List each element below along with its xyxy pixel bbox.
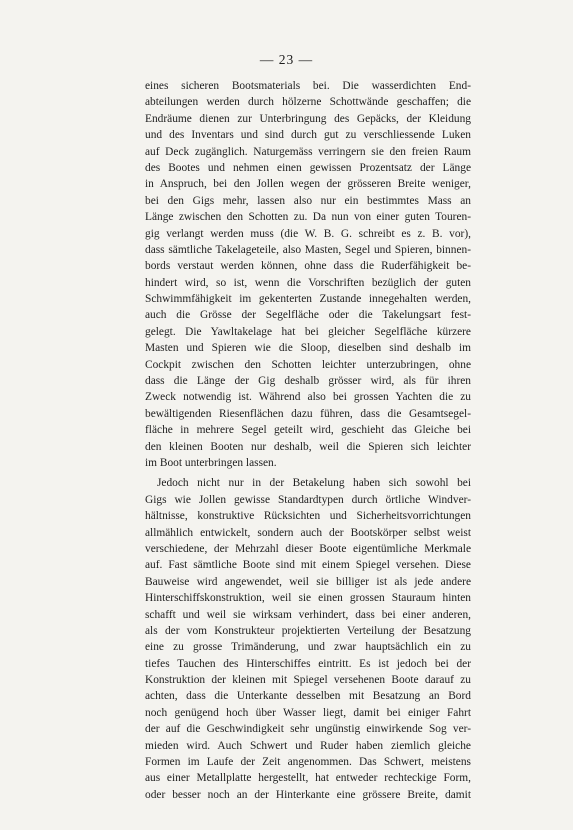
text-line: aus einer Metallplatte hergestellt, hat entweder rechteckige Form,	[145, 772, 471, 785]
text-line: noch genügend hoch über Wasser liegt, damit bei einiger Fahrt	[145, 706, 471, 719]
text-line: Konstruktion der kleinen mit Spiegel versehenen Boote darauf zu	[145, 674, 471, 687]
text-line: allmählich entwickelt, sondern auch der Bootskörper selbst weist	[145, 526, 471, 539]
text-line: Formen im Laufe der Zeit angenommen. Das Schwert, meistens	[145, 756, 471, 769]
text-line: und des Inventars und sind durch gut zu verschliessende Luken	[145, 129, 471, 142]
text-line: im Boot unterbringen lassen.	[145, 456, 277, 469]
text-line: gelegt. Die Yawltakelage hat bei gleicher Segelfläche kürzere	[145, 325, 471, 338]
text-line: mieden wird. Auch Schwert und Ruder haben ziemlich gleiche	[145, 739, 471, 752]
paragraph	[145, 475, 471, 803]
text-line: auf Deck zugänglich. Naturgemäss verringern sie den freien Raum	[145, 145, 471, 158]
body-text	[145, 78, 471, 803]
text-line: bewältigenden Riesenflächen dazu führen, dass die Gesamtsegel-	[145, 407, 471, 420]
text-line: Endräume dienen zur Unterbringung des Gepäcks, der Kleidung	[145, 112, 471, 125]
text-line: Schwimmfähigkeit im gekenterten Zustande innegehalten werden,	[145, 293, 471, 306]
text-line: dass sämtliche Takelageteile, also Masten, Segel und Spieren, binnen-	[145, 243, 471, 256]
paragraph	[145, 78, 471, 471]
text-line: gig verlangt werden muss (die W. B. G. schreibt es z. B. vor),	[145, 227, 471, 240]
text-line: Masten und Spieren wie die Sloop, dieselben sind deshalb im	[145, 342, 471, 355]
text-line: Cockpit zwischen den Schotten leichter unterzubringen, ohne	[145, 358, 471, 371]
text-line: Gigs wie Jollen gewisse Standardtypen durch örtliche Windver-	[145, 493, 471, 506]
text-line: eine zu grosse Trimänderung, und zwar hauptsächlich ein zu	[145, 641, 471, 654]
text-line: als der vom Konstrukteur projektierten Verteilung der Besatzung	[145, 624, 471, 637]
text-line: eines sicheren Bootsmaterials bei. Die wasserdichten End-	[145, 80, 471, 92]
text-line: Jedoch nicht nur in der Betakelung haben sich sowohl bei	[157, 477, 471, 490]
text-line: in Anspruch, bei den Jollen wegen der grösseren Breite weniger,	[145, 178, 471, 191]
text-line: auch die Grösse der Segelfläche oder die Takelungsart fest-	[145, 309, 471, 322]
text-line: tiefes Tauchen des Hinterschiffes eintritt. Es ist jedoch bei der	[145, 657, 471, 670]
text-line: abteilungen werden durch hölzerne Schottwände geschaffen; die	[145, 96, 471, 109]
text-line: Zweck notwendig ist. Während also bei grossen Yachten die zu	[145, 391, 471, 404]
text-line: hältnisse, konstruktive Rücksichten und Sicherheitsvorrichtungen	[145, 510, 471, 523]
text-line: auf. Fast sämtliche Boote sind mit einem Spiegel versehen. Diese	[145, 559, 471, 572]
text-line: dass die Länge der Gig deshalb grösser wird, als für ihren	[145, 375, 471, 388]
text-line: Bauweise wird angewendet, weil sie billiger ist als jede andere	[145, 575, 471, 588]
text-line: hindert wird, so ist, wenn die Vorschriften bezüglich der guten	[145, 276, 471, 289]
page-number: — 23 —	[259, 52, 314, 67]
text-line: oder besser noch an der Hinterkante eine grössere Breite, damit	[145, 788, 471, 801]
text-line: fläche in mehrere Segel geteilt wird, geschieht das Gleiche bei	[145, 424, 471, 437]
text-line: bords verstaut werden können, ohne dass die Ruderfähigkeit be-	[145, 260, 471, 273]
text-line: bei den Gigs mehr, lassen also nur ein bestimmtes Mass an	[145, 194, 471, 207]
text-line: achten, dass die Unterkante desselben mit Besatzung an Bord	[145, 690, 471, 703]
text-line: den kleinen Booten nur deshalb, weil die Spieren sich leichter	[145, 440, 471, 453]
text-line: Hinterschiffskonstruktion, weil sie einen grossen Stauraum hinten	[145, 592, 471, 605]
text-line: des Bootes und nehmen einen gewissen Prozentsatz der Länge	[145, 161, 471, 174]
text-line: der auf die Geschwindigkeit sehr ungünstig einwirkende Sog ver-	[145, 723, 471, 736]
text-line: schafft und weil sie wirksam verhindert, dass bei einer anderen,	[145, 608, 471, 621]
text-line: Länge zwischen den Schotten zu. Da nun von einer guten Touren-	[145, 211, 471, 224]
text-line: verschiedene, der Mehrzahl dieser Boote eigentümliche Merkmale	[145, 542, 471, 555]
